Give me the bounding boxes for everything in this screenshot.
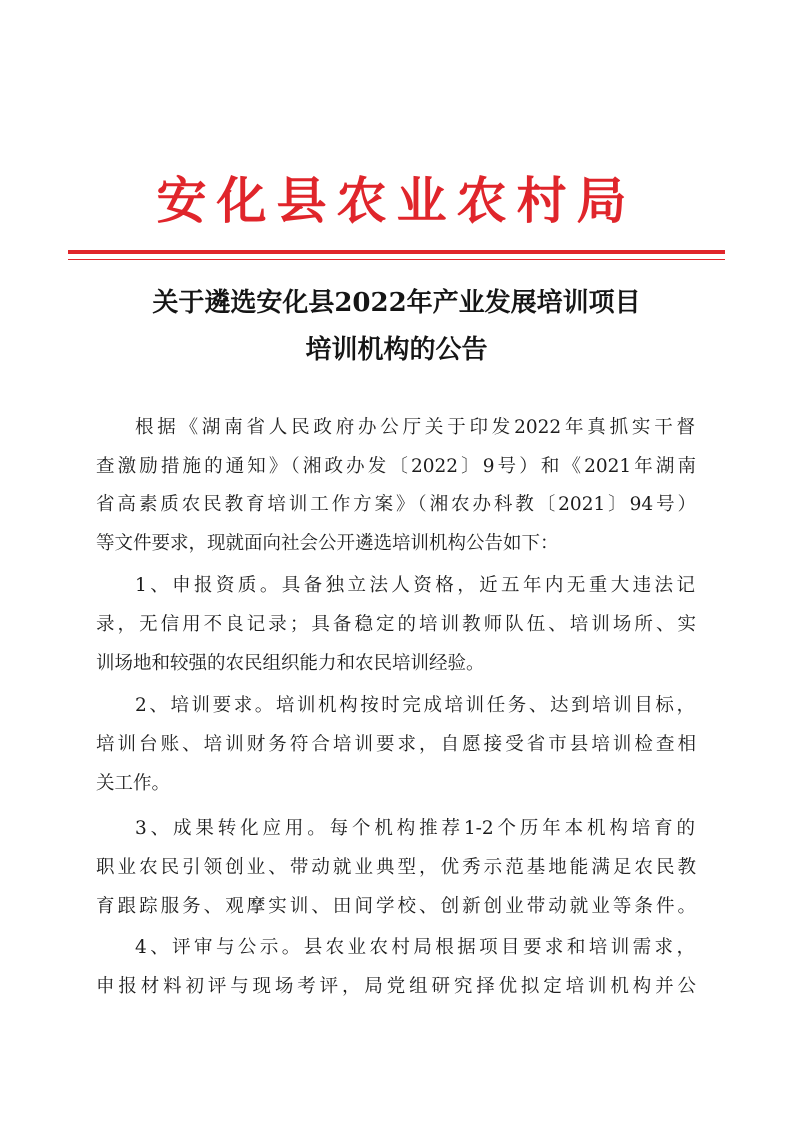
masthead-red-rule-thin	[68, 259, 725, 260]
section4-line-1: 4、评审与公示。县农业农村局根据项目要求和培训需求，	[135, 937, 695, 958]
intro-line-2: 查激励措施的通知》（湘政办发〔2022〕9号）和《2021年湖南	[96, 456, 696, 477]
section2-line-2: 培训台账、培训财务符合培训要求，自愿接受省市县培训检查相	[96, 734, 696, 755]
section4-line-2: 申报材料初评与现场考评，局党组研究择优拟定培训机构并公	[96, 976, 696, 997]
issuer-masthead: 安化县农业农村局	[156, 171, 637, 230]
intro-line-3: 省高素质农民教育培训工作方案》（湘农办科教〔2021〕94号）	[96, 494, 696, 515]
document-title-line-2: 培训机构的公告	[305, 335, 488, 365]
section1-line-3: 训场地和较强的农民组织能力和农民培训经验。	[96, 653, 485, 674]
section3-line-1: 3、成果转化应用。每个机构推荐1-2个历年本机构培育的	[135, 818, 695, 839]
section2-line-1: 2、培训要求。培训机构按时完成培训任务、达到培训目标，	[135, 695, 695, 716]
intro-line-4: 等文件要求，现就面向社会公开遴选培训机构公告如下：	[96, 533, 559, 554]
section1-line-1: 1、申报资质。具备独立法人资格，近五年内无重大违法记	[135, 575, 695, 596]
masthead-red-rule-thick	[68, 250, 725, 254]
section1-line-2: 录，无信用不良记录；具备稳定的培训教师队伍、培训场所、实	[96, 614, 696, 635]
document-title-line-1: 关于遴选安化县2022年产业发展培训项目	[152, 288, 641, 318]
intro-line-1: 根据《湖南省人民政府办公厅关于印发2022年真抓实干督	[135, 417, 695, 438]
section2-line-3: 关工作。	[96, 773, 171, 794]
section3-line-3: 育跟踪服务、观摩实训、田间学校、创新创业带动就业等条件。	[96, 896, 696, 917]
section3-line-2: 职业农民引领创业、带动就业典型，优秀示范基地能满足农民教	[96, 857, 696, 878]
